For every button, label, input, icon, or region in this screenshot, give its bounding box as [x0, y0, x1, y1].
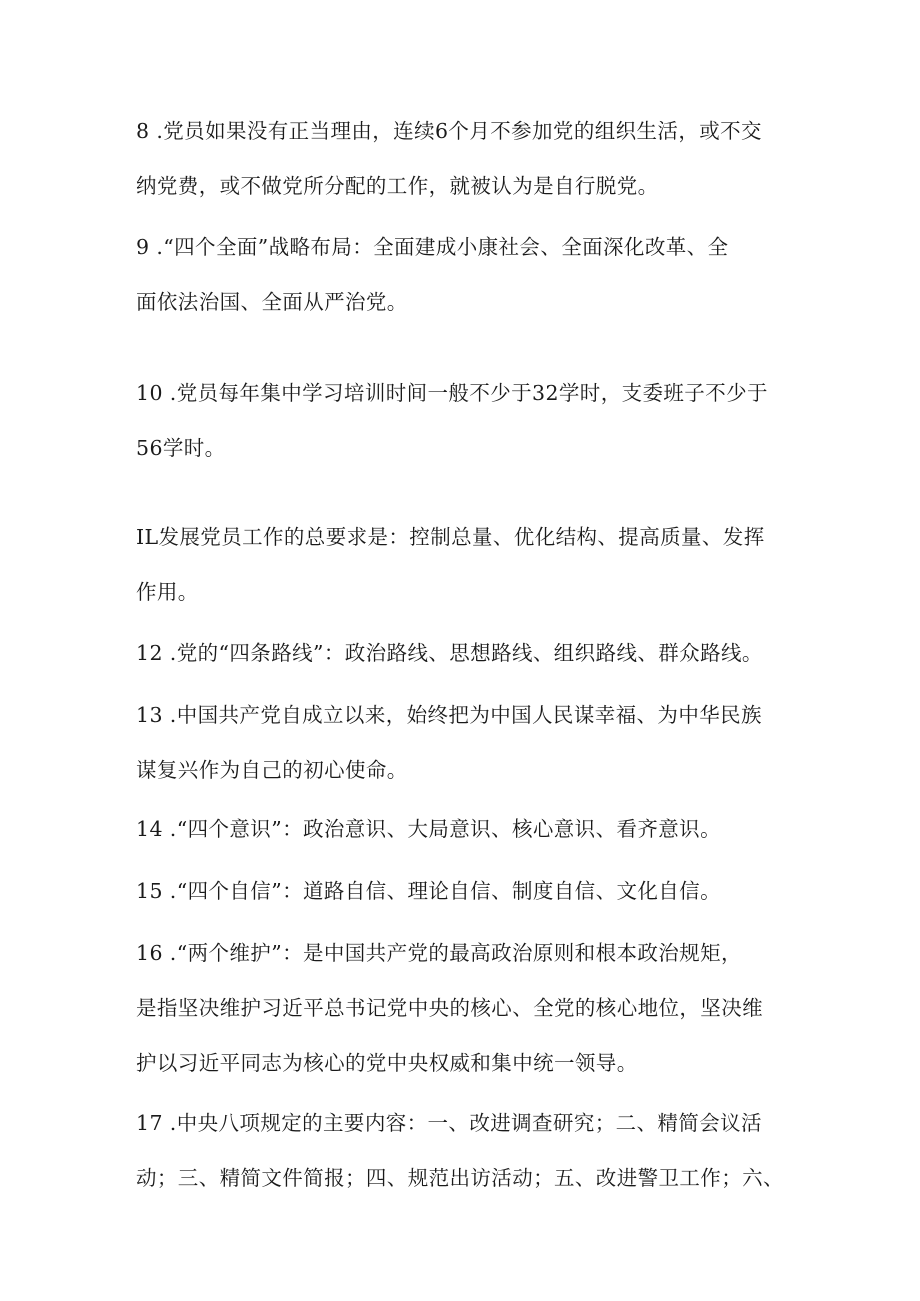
- paragraph-line: 12 .党的“四条路线”：政治路线、思想路线、组织路线、群众路线。: [136, 641, 763, 665]
- paragraph-line: 8 .党员如果没有正当理由，连续6个月不参加党的组织生活，或不交: [136, 119, 762, 143]
- paragraph-item-16: [136, 926, 796, 1091]
- paragraph-line: 16 .“两个维护”：是中国共产党的最高政治原则和根本政治规矩，: [136, 941, 742, 965]
- paragraph-line: 面依法治国、全面从严治党。: [136, 290, 408, 314]
- paragraph-line: 作用。: [136, 580, 199, 604]
- paragraph-item-15: [136, 864, 796, 919]
- paragraph-line: IL发展党员工作的总要求是：控制总量、优化结构、提高质量、发挥: [136, 525, 765, 549]
- paragraph-line: 56学时。: [136, 436, 226, 460]
- paragraph-item-13: [136, 688, 796, 798]
- paragraph-line: 谋复兴作为自己的初心使命。: [136, 758, 408, 782]
- paragraph-line: 护以习近平同志为核心的党中央权威和集中统一领导。: [136, 1051, 638, 1075]
- paragraph-item-17: [136, 1096, 796, 1206]
- paragraph-line: 17 .中央八项规定的主要内容：一、改进调查研究；二、精简会议活: [136, 1111, 762, 1135]
- paragraph-line: 15 .“四个自信”：道路自信、理论自信、制度自信、文化自信。: [136, 879, 721, 903]
- paragraph-item-9: [136, 220, 796, 330]
- paragraph-item-10: [136, 366, 796, 476]
- paragraph-line: 是指坚决维护习近平总书记党中央的核心、全党的核心地位，坚决维: [136, 996, 763, 1020]
- paragraph-line: 13 .中国共产党自成立以来，始终把为中国人民谋幸福、为中华民族: [136, 703, 762, 727]
- paragraph-item-8: [136, 104, 796, 214]
- paragraph-line: 10 .党员每年集中学习培训时间一般不少于32学时，支委班子不少于: [136, 381, 768, 405]
- paragraph-line: 9 .“四个全面”战略布局：全面建成小康社会、全面深化改革、全: [136, 235, 729, 259]
- paragraph-item-12: [136, 626, 796, 681]
- paragraph-line: 动；三、精简文件简报；四、规范出访活动；五、改进警卫工作；六、: [136, 1166, 784, 1190]
- paragraph-item-11: [136, 510, 796, 620]
- paragraph-line: 纳党费，或不做党所分配的工作，就被认为是自行脱党。: [136, 174, 659, 198]
- paragraph-item-14: [136, 802, 796, 857]
- paragraph-line: 14 .“四个意识”：政治意识、大局意识、核心意识、看齐意识。: [136, 817, 721, 841]
